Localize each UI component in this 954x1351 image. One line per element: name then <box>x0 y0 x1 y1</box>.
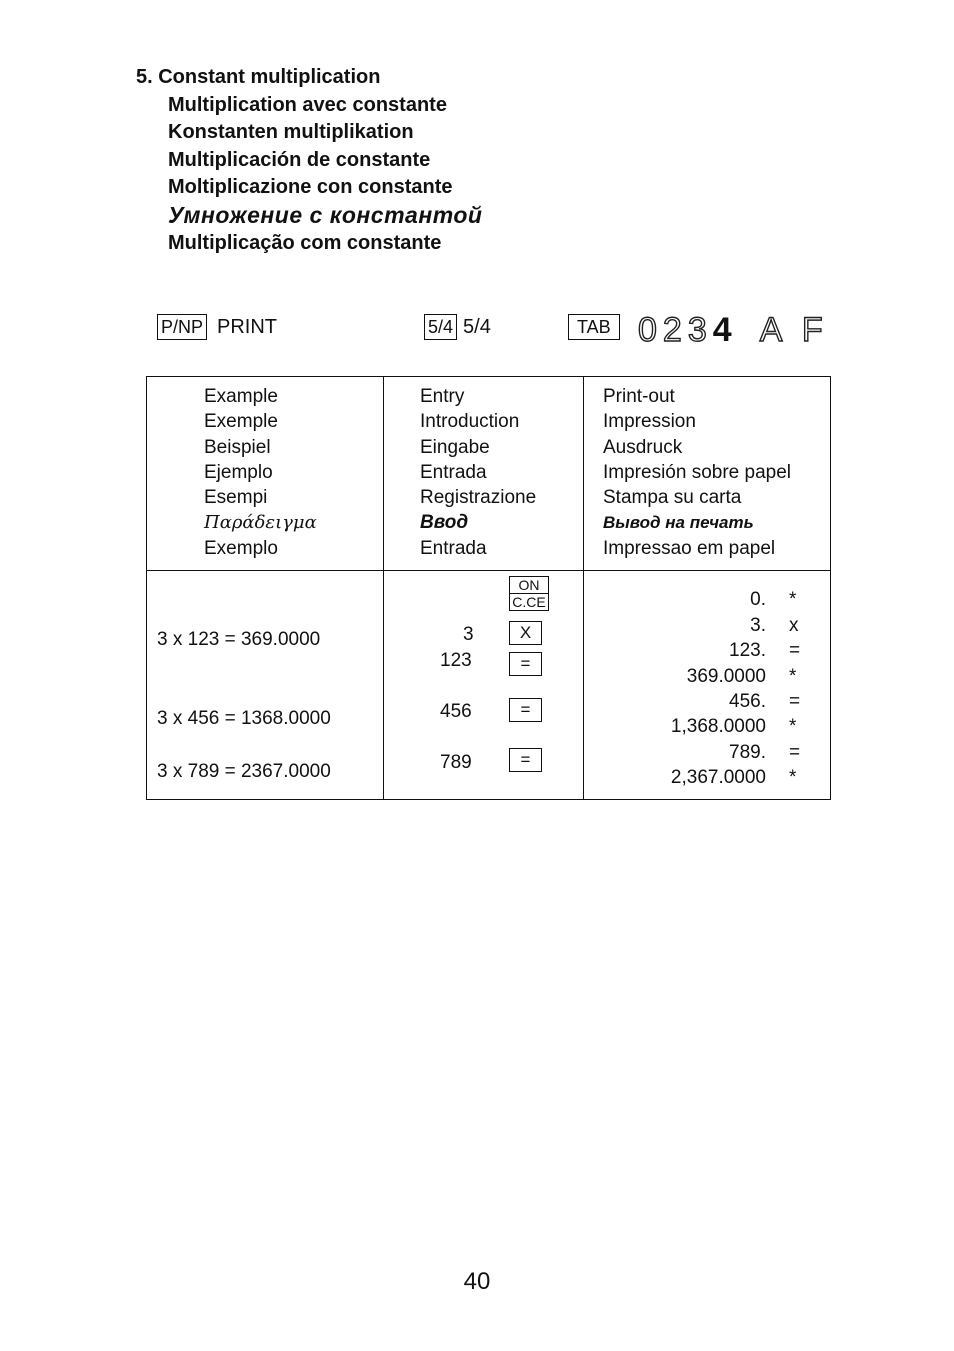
printout-label-ru: Вывод на печать <box>603 513 754 533</box>
entry-header-cell <box>384 377 584 571</box>
heading-french: Multiplication avec constante <box>168 93 447 116</box>
printout-cell <box>584 571 831 800</box>
decimal-selector <box>638 311 829 350</box>
printout-num-2: 3. <box>750 615 766 636</box>
example-label-el: Παράδειγμα <box>204 512 317 534</box>
heading-russian: Умножение с константой <box>168 201 483 228</box>
printout-num-3: 123. <box>729 640 766 661</box>
printout-label-es: Impresión sobre papel <box>603 461 791 483</box>
printout-sym-5: = <box>789 691 801 712</box>
example-table <box>146 376 831 800</box>
printout-label-de: Ausdruck <box>603 436 683 458</box>
printout-sym-1: * <box>789 589 797 610</box>
entry-number-3: 3 <box>463 624 474 645</box>
tab-key: TAB <box>568 314 620 340</box>
entry-label-ru: Ввод <box>420 512 469 534</box>
entry-label-fr: Introduction <box>420 411 520 433</box>
entry-label-it: Registrazione <box>420 487 537 509</box>
printout-sym-2: x <box>789 615 799 636</box>
entry-number-123: 123 <box>440 650 472 671</box>
example-label-it: Esempi <box>204 487 268 509</box>
digit-2: 2 <box>662 311 688 349</box>
on-key-label: ON <box>510 577 548 594</box>
heading-spanish: Multiplicación de constante <box>168 148 431 171</box>
digit-3: 3 <box>687 311 713 349</box>
printout-label-en: Print-out <box>603 386 675 407</box>
on-cce-key <box>509 576 549 611</box>
example-label-pt: Exemplo <box>204 537 278 559</box>
pnp-key: P/NP <box>157 314 207 340</box>
examples-cell <box>147 571 384 800</box>
printout-sym-7: = <box>789 742 801 763</box>
entry-number-456: 456 <box>440 701 472 722</box>
table-header-row <box>147 377 831 571</box>
printout-num-5: 456. <box>729 691 766 712</box>
multiply-key: X <box>509 621 542 645</box>
equals-key-2: = <box>509 698 542 722</box>
table-body-row <box>147 571 831 800</box>
entries-cell <box>384 571 584 800</box>
printout-sym-6: * <box>789 716 797 737</box>
printout-num-4: 369.0000 <box>686 666 766 687</box>
example-header-cell <box>147 377 384 571</box>
calculator-settings <box>0 311 954 349</box>
example-1: 3 x 123 = 369.0000 <box>157 629 321 650</box>
equals-key-1: = <box>509 652 542 676</box>
rounding-label: 5/4 <box>463 316 491 338</box>
equals-key-3: = <box>509 748 542 772</box>
example-label-de: Beispiel <box>204 436 271 458</box>
rounding-key: 5/4 <box>424 314 457 340</box>
printout-num-1: 0. <box>750 589 766 610</box>
heading-italian: Moltiplicazione con constante <box>168 176 453 199</box>
printout-sym-8: * <box>789 767 797 788</box>
example-2: 3 x 456 = 1368.0000 <box>157 708 331 729</box>
digit-0: 0 <box>638 311 663 349</box>
example-label-es: Ejemplo <box>204 461 273 483</box>
rounding-setting <box>424 314 491 340</box>
page-number: 40 <box>463 1268 491 1295</box>
entry-label-pt: Entrada <box>420 537 487 559</box>
digit-4-selected: 4 <box>712 311 738 349</box>
pnp-setting <box>157 314 277 340</box>
example-3: 3 x 789 = 2367.0000 <box>157 761 331 782</box>
entry-number-789: 789 <box>440 752 472 773</box>
printout-label-it: Stampa su carta <box>603 487 742 509</box>
af-mode: A F <box>759 311 829 349</box>
printout-num-6: 1,368.0000 <box>670 716 766 737</box>
heading-german: Konstanten multiplikation <box>168 121 414 144</box>
entry-label-es: Entrada <box>420 461 487 483</box>
heading-portuguese: Multiplicação com constante <box>168 231 442 254</box>
entry-label-en: Entry <box>420 386 465 407</box>
example-label-en: Example <box>204 386 278 407</box>
entry-label-de: Eingabe <box>420 436 490 458</box>
section-headings <box>136 64 482 257</box>
printout-label-pt: Impressao em papel <box>603 537 776 559</box>
heading-english: 5. Constant multiplication <box>136 66 381 88</box>
cce-key-label: C.CE <box>512 594 546 610</box>
printout-header-cell <box>584 377 831 571</box>
printout-sym-3: = <box>789 640 801 661</box>
tab-setting <box>568 314 620 340</box>
example-label-fr: Exemple <box>204 411 278 433</box>
pnp-label: PRINT <box>217 316 278 338</box>
printout-num-8: 2,367.0000 <box>670 767 766 788</box>
printout-num-7: 789. <box>729 742 766 763</box>
printout-label-fr: Impression <box>603 411 696 433</box>
printout-sym-4: * <box>789 666 797 687</box>
